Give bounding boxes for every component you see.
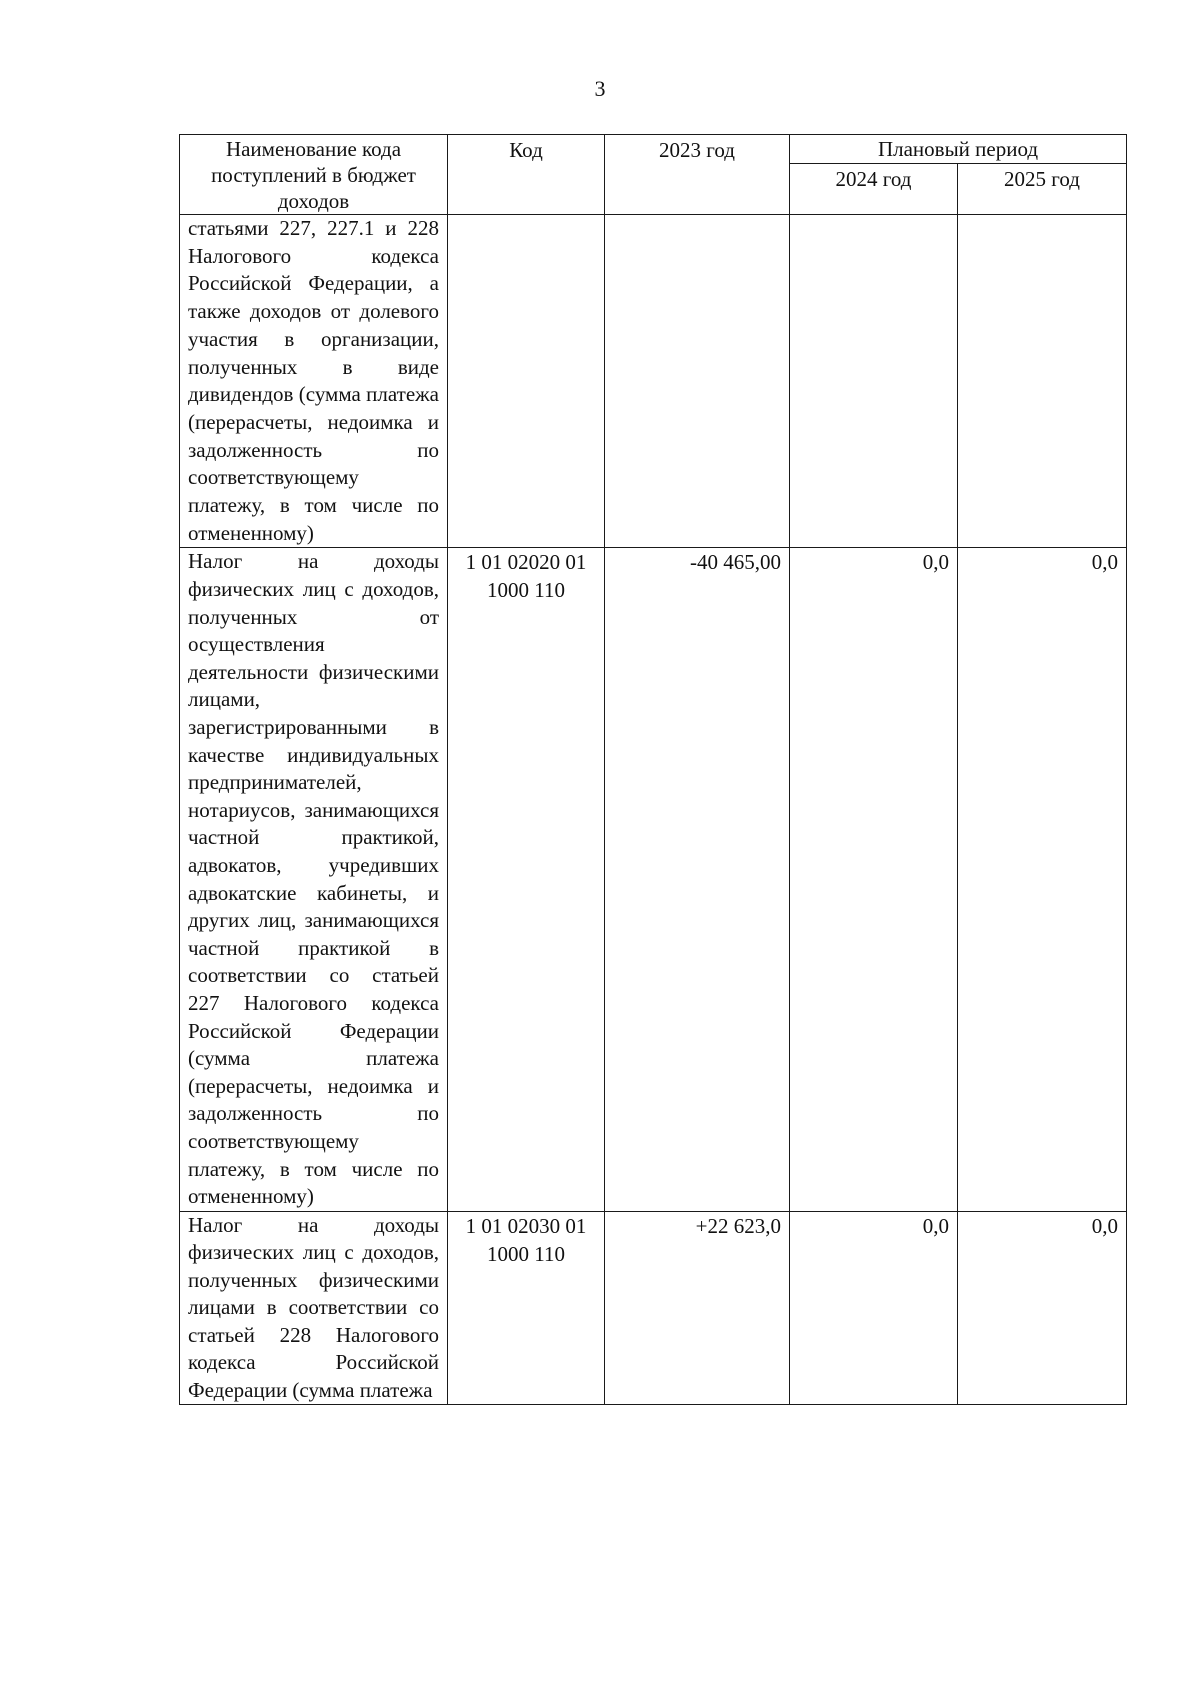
budget-revenue-table bbox=[179, 134, 1127, 1405]
row-value-2023 bbox=[605, 215, 790, 548]
row-code: 1 01 02020 01 1000 110 bbox=[448, 548, 605, 1211]
row-value-2024: 0,0 bbox=[790, 548, 958, 1211]
header-year-2024: 2024 год bbox=[790, 164, 958, 215]
row-value-2025: 0,0 bbox=[958, 548, 1127, 1211]
table-row bbox=[180, 215, 1127, 548]
row-code: 1 01 02030 01 1000 110 bbox=[448, 1211, 605, 1405]
row-code bbox=[448, 215, 605, 548]
header-year-2023: 2023 год bbox=[605, 135, 790, 215]
row-value-2025: 0,0 bbox=[958, 1211, 1127, 1405]
table-row bbox=[180, 1211, 1127, 1405]
row-value-2024 bbox=[790, 215, 958, 548]
row-name: Налог на доходы физических лиц с доходов, полученных физическими лицами в соответствии со статьей 228 Налогового кодекса Российской Федерации (сумма платежа bbox=[180, 1211, 448, 1405]
header-code: Код bbox=[448, 135, 605, 215]
row-value-2025 bbox=[958, 215, 1127, 548]
row-value-2023: +22 623,0 bbox=[605, 1211, 790, 1405]
page-number: 3 bbox=[594, 76, 606, 101]
table-row bbox=[180, 548, 1127, 1211]
row-name: Налог на доходы физических лиц с доходов, полученных от осуществления деятельности физическими лицами, зарегистрированными в качестве индивидуальных предпринимателей, нотариусов, занимающихся частной практикой, адвокатов, учредивших адвокатские кабинеты, и других лиц, занимающихся частной практикой в соответствии со статьей 227 Налогового кодекса Российской Федерации (сумма платежа (перерасчеты, недоимка и задолженность по соответствующему платежу, в том числе по отмененному) bbox=[180, 548, 448, 1211]
row-value-2024: 0,0 bbox=[790, 1211, 958, 1405]
header-planning-period: Плановый период bbox=[790, 135, 1127, 164]
header-year-2025: 2025 год bbox=[958, 164, 1127, 215]
row-value-2023: -40 465,00 bbox=[605, 548, 790, 1211]
header-name: Наименование кода поступлений в бюджет доходов bbox=[180, 135, 448, 215]
row-name: статьями 227, 227.1 и 228 Налогового кодекса Российской Федерации, а также доходов от долевого участия в организации, полученных в виде дивидендов (сумма платежа (перерасчеты, недоимка и задолженность по соответствующему платежу, в том числе по отмененному) bbox=[180, 215, 448, 548]
table-header-row bbox=[180, 135, 1127, 164]
